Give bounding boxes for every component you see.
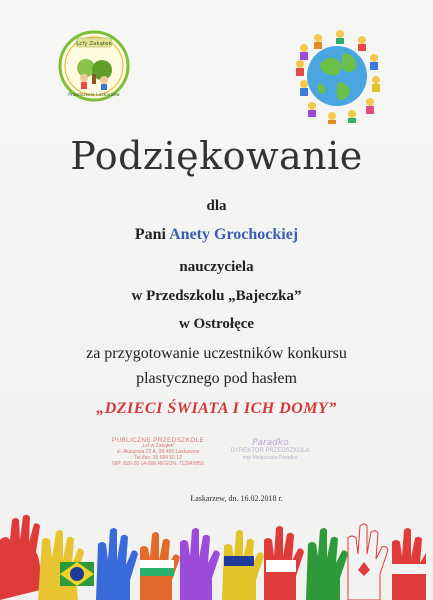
director-stamp (225, 448, 315, 461)
director-stamp-title: DYREKTOR PRZEDSZKOLA (230, 448, 310, 454)
painted-hands-illustration (0, 500, 433, 600)
director-name: mgr Małgorzata Paradko (242, 455, 298, 462)
stamp-line-2: ul. Akacjowa 23 A, 08-450 Łaskarzew (116, 449, 200, 456)
contest-slogan: „DZIECI ŚWIATA I ICH DOMY” (96, 400, 337, 417)
recipient-prefix: Pani (134, 226, 166, 243)
globe-children-illustration (282, 24, 392, 124)
reason-line-1: za przygotowanie uczestników konkursu (86, 345, 347, 362)
reason-line-2: plastycznego pod hasłem (136, 370, 297, 387)
institution-line: w Przedszkolu „Bajeczka” (131, 288, 302, 304)
certificate-title: Podziękowanie (70, 134, 363, 178)
logo-top-text: Lcfy Zakątek (76, 41, 112, 47)
logo-bottom-text: Przedszkole Laskarzew (68, 93, 120, 98)
date-line: Łaskarzew, dn. 16.02.2018 r. (190, 494, 283, 503)
stamp-title: PUBLICZNE PRZEDSZKOLE (111, 437, 205, 444)
kindergarten-logo (58, 30, 130, 102)
stamp-line-3: Tel./fax. 25 684 50 12 (134, 454, 182, 461)
director-signature: Paradko (252, 438, 289, 448)
school-stamp (98, 437, 218, 467)
recipient-name: Anety Grochockiej (169, 226, 299, 243)
stamp-line-4: NIP: 826-20-14-966 REGON: 712945859 (112, 460, 204, 467)
city-line: w Ostrołęce (178, 316, 255, 332)
recipient-line (0, 226, 433, 244)
for-line: dla (206, 198, 227, 214)
role-line: nauczyciela (179, 259, 254, 275)
stamp-line-1: „Lcf w Zakątek” (140, 443, 176, 450)
